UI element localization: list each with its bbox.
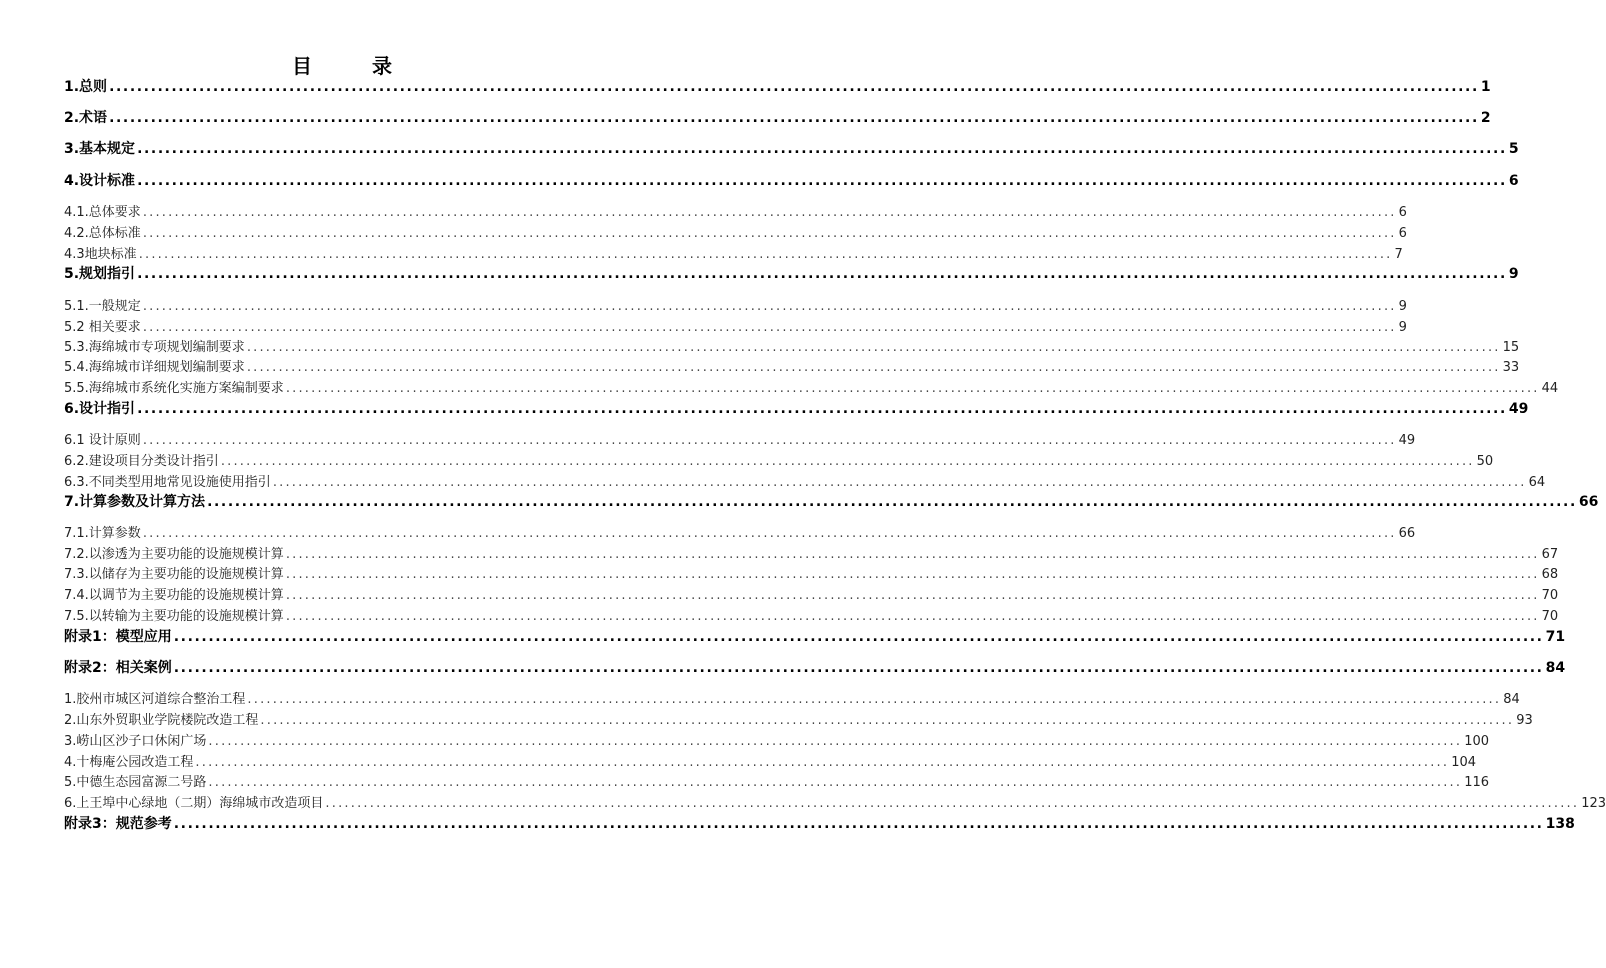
- dot-leader: ......................................................................................................................................................................................................: [220, 454, 1475, 469]
- toc-section-entry[interactable]: [64, 563, 1559, 583]
- toc-section-entry[interactable]: [64, 295, 1407, 315]
- dot-leader: ......................................................................................................................................................................................................: [109, 79, 1479, 95]
- toc-entry-label: 7.5.以转输为主要功能的设施规模计算: [64, 609, 284, 624]
- toc-section-entry[interactable]: [64, 792, 1606, 812]
- toc-section-entry[interactable]: [64, 336, 1520, 356]
- toc-page-number: 6: [1398, 226, 1407, 241]
- dot-leader: ......................................................................................................................................................................................................: [247, 692, 1502, 707]
- toc-section-entry[interactable]: [64, 605, 1559, 625]
- toc-section-entry[interactable]: [64, 709, 1533, 729]
- toc-page-number: 1: [1480, 79, 1491, 95]
- toc-page-number: 6: [1398, 205, 1407, 220]
- toc-entry-label: 5.中德生态园富源二号路: [64, 775, 207, 790]
- toc-entry-label: 2.山东外贸职业学院楼院改造工程: [64, 713, 259, 728]
- toc-entry-label: 2.术语: [64, 110, 108, 126]
- dot-leader: ......................................................................................................................................................................................................: [173, 629, 1544, 645]
- dot-leader: ......................................................................................................................................................................................................: [285, 609, 1540, 624]
- toc-entry-label: 附录3：规范参考: [64, 816, 172, 832]
- toc-section-entry[interactable]: [64, 771, 1490, 791]
- toc-page-number: 9: [1398, 320, 1407, 335]
- toc-page-number: 9: [1508, 266, 1519, 282]
- toc-page-number: 64: [1528, 475, 1546, 490]
- toc-entry-label: 附录2：相关案例: [64, 660, 172, 676]
- toc-chapter-entry[interactable]: [64, 138, 1519, 158]
- dot-leader: ......................................................................................................................................................................................................: [142, 433, 1397, 448]
- toc-page-number: 70: [1541, 588, 1559, 603]
- toc-section-entry[interactable]: [64, 584, 1559, 604]
- toc-entry-label: 6.上王埠中心绿地（二期）海绵城市改造项目: [64, 796, 324, 811]
- toc-page-number: 49: [1508, 401, 1529, 417]
- toc-entry-label: 1.胶州市城区河道综合整治工程: [64, 692, 246, 707]
- dot-leader: ......................................................................................................................................................................................................: [325, 796, 1580, 811]
- toc-page-number: 44: [1541, 381, 1559, 396]
- toc-page-number: 66: [1398, 526, 1416, 541]
- toc-section-entry[interactable]: [64, 688, 1520, 708]
- toc-entry-label: 7.2.以渗透为主要功能的设施规模计算: [64, 547, 284, 562]
- toc-section-entry[interactable]: [64, 316, 1407, 336]
- toc-page-number: 5: [1508, 141, 1519, 157]
- dot-leader: ......................................................................................................................................................................................................: [142, 320, 1397, 335]
- toc-entry-label: 7.1.计算参数: [64, 526, 141, 541]
- toc-entry-label: 4.3地块标准: [64, 247, 137, 262]
- dot-leader: ......................................................................................................................................................................................................: [272, 475, 1527, 490]
- dot-leader: ......................................................................................................................................................................................................: [137, 173, 1507, 189]
- toc-entry-label: 5.规划指引: [64, 266, 136, 282]
- toc-page-number: 104: [1451, 755, 1477, 770]
- toc-chapter-entry[interactable]: [64, 491, 1599, 511]
- toc-page-number: 7: [1394, 247, 1403, 262]
- toc-page-number: 123: [1581, 796, 1606, 811]
- toc-entry-label: 4.设计标准: [64, 173, 136, 189]
- dot-leader: ......................................................................................................................................................................................................: [142, 205, 1397, 220]
- toc-page-number: 66: [1578, 494, 1599, 510]
- toc-chapter-entry[interactable]: [64, 813, 1575, 833]
- toc-section-entry[interactable]: [64, 429, 1416, 449]
- toc-entry-label: 5.5.海绵城市系统化实施方案编制要求: [64, 381, 284, 396]
- toc-page-number: 50: [1476, 454, 1494, 469]
- toc-entry-label: 6.1 设计原则: [64, 433, 141, 448]
- toc-section-entry[interactable]: [64, 450, 1494, 470]
- toc-page-number: 9: [1398, 299, 1407, 314]
- toc-section-entry[interactable]: [64, 543, 1559, 563]
- toc-section-entry[interactable]: [64, 377, 1559, 397]
- toc-entry-label: 5.3.海绵城市专项规划编制要求: [64, 340, 245, 355]
- toc-entry-label: 6.2.建设项目分类设计指引: [64, 454, 219, 469]
- dot-leader: ......................................................................................................................................................................................................: [285, 588, 1540, 603]
- toc-entry-label: 4.2.总体标准: [64, 226, 141, 241]
- dot-leader: ......................................................................................................................................................................................................: [137, 266, 1507, 282]
- dot-leader: ......................................................................................................................................................................................................: [285, 381, 1540, 396]
- toc-page-number: 49: [1398, 433, 1416, 448]
- toc-page-number: 6: [1508, 173, 1519, 189]
- dot-leader: ......................................................................................................................................................................................................: [285, 547, 1540, 562]
- toc-chapter-entry[interactable]: [64, 263, 1519, 283]
- toc-chapter-entry[interactable]: [64, 398, 1529, 418]
- toc-page-number: 67: [1541, 547, 1559, 562]
- dot-leader: ......................................................................................................................................................................................................: [195, 755, 1450, 770]
- toc-page-number: 138: [1545, 816, 1575, 832]
- toc-entry-label: 7.计算参数及计算方法: [64, 494, 206, 510]
- toc-section-entry[interactable]: [64, 201, 1407, 221]
- toc-page-number: 71: [1545, 629, 1566, 645]
- toc-entry-label: 5.1.一般规定: [64, 299, 141, 314]
- toc-page-number: 100: [1464, 734, 1490, 749]
- toc-entry-label: 附录1：模型应用: [64, 629, 172, 645]
- dot-leader: ......................................................................................................................................................................................................: [208, 775, 1463, 790]
- toc-entry-label: 7.4.以调节为主要功能的设施规模计算: [64, 588, 284, 603]
- toc-entry-label: 6.设计指引: [64, 401, 136, 417]
- dot-leader: ......................................................................................................................................................................................................: [142, 299, 1397, 314]
- toc-section-entry[interactable]: [64, 471, 1546, 491]
- dot-leader: ......................................................................................................................................................................................................: [137, 141, 1507, 157]
- dot-leader: ......................................................................................................................................................................................................: [138, 247, 1393, 262]
- toc-entry-label: 1.总则: [64, 79, 108, 95]
- toc-page-number: 33: [1502, 360, 1520, 375]
- dot-leader: ......................................................................................................................................................................................................: [260, 713, 1515, 728]
- toc-page-number: 84: [1545, 660, 1566, 676]
- toc-page-number: 84: [1503, 692, 1520, 707]
- dot-leader: ......................................................................................................................................................................................................: [246, 360, 1501, 375]
- dot-leader: ......................................................................................................................................................................................................: [142, 226, 1397, 241]
- toc-entry-label: 7.3.以储存为主要功能的设施规模计算: [64, 567, 284, 582]
- dot-leader: ......................................................................................................................................................................................................: [285, 567, 1540, 582]
- toc-entry-label: 5.2 相关要求: [64, 320, 141, 335]
- dot-leader: ......................................................................................................................................................................................................: [142, 526, 1397, 541]
- toc-page-number: 93: [1516, 713, 1533, 728]
- toc-page-number: 116: [1464, 775, 1490, 790]
- toc-page-number: 15: [1502, 340, 1520, 355]
- dot-leader: ......................................................................................................................................................................................................: [173, 660, 1544, 676]
- toc-section-entry[interactable]: [64, 222, 1407, 242]
- toc-section-entry[interactable]: [64, 243, 1403, 263]
- toc-entry-label: 4.十梅庵公园改造工程: [64, 755, 194, 770]
- dot-leader: ......................................................................................................................................................................................................: [137, 401, 1507, 417]
- toc-section-entry[interactable]: [64, 730, 1490, 750]
- toc-entry-label: 4.1.总体要求: [64, 205, 141, 220]
- dot-leader: ......................................................................................................................................................................................................: [208, 734, 1463, 749]
- dot-leader: ......................................................................................................................................................................................................: [246, 340, 1501, 355]
- toc-chapter-entry[interactable]: [64, 626, 1566, 646]
- toc-title: 目 录: [292, 54, 412, 78]
- toc-chapter-entry[interactable]: [64, 76, 1491, 96]
- toc-section-entry[interactable]: [64, 751, 1477, 771]
- toc-chapter-entry[interactable]: [64, 657, 1566, 677]
- toc-entry-label: 5.4.海绵城市详细规划编制要求: [64, 360, 245, 375]
- toc-page-number: 2: [1480, 110, 1491, 126]
- dot-leader: ......................................................................................................................................................................................................: [109, 110, 1479, 126]
- toc-page-number: 68: [1541, 567, 1559, 582]
- toc-chapter-entry[interactable]: [64, 170, 1519, 190]
- toc-page-number: 70: [1541, 609, 1559, 624]
- toc-entry-label: 6.3.不同类型用地常见设施使用指引: [64, 475, 271, 490]
- toc-entry-label: 3.基本规定: [64, 141, 136, 157]
- dot-leader: ......................................................................................................................................................................................................: [207, 494, 1577, 510]
- toc-chapter-entry[interactable]: [64, 107, 1491, 127]
- toc-section-entry[interactable]: [64, 356, 1520, 376]
- toc-entry-label: 3.崂山区沙子口休闲广场: [64, 734, 207, 749]
- toc-section-entry[interactable]: [64, 522, 1416, 542]
- dot-leader: ......................................................................................................................................................................................................: [173, 816, 1544, 832]
